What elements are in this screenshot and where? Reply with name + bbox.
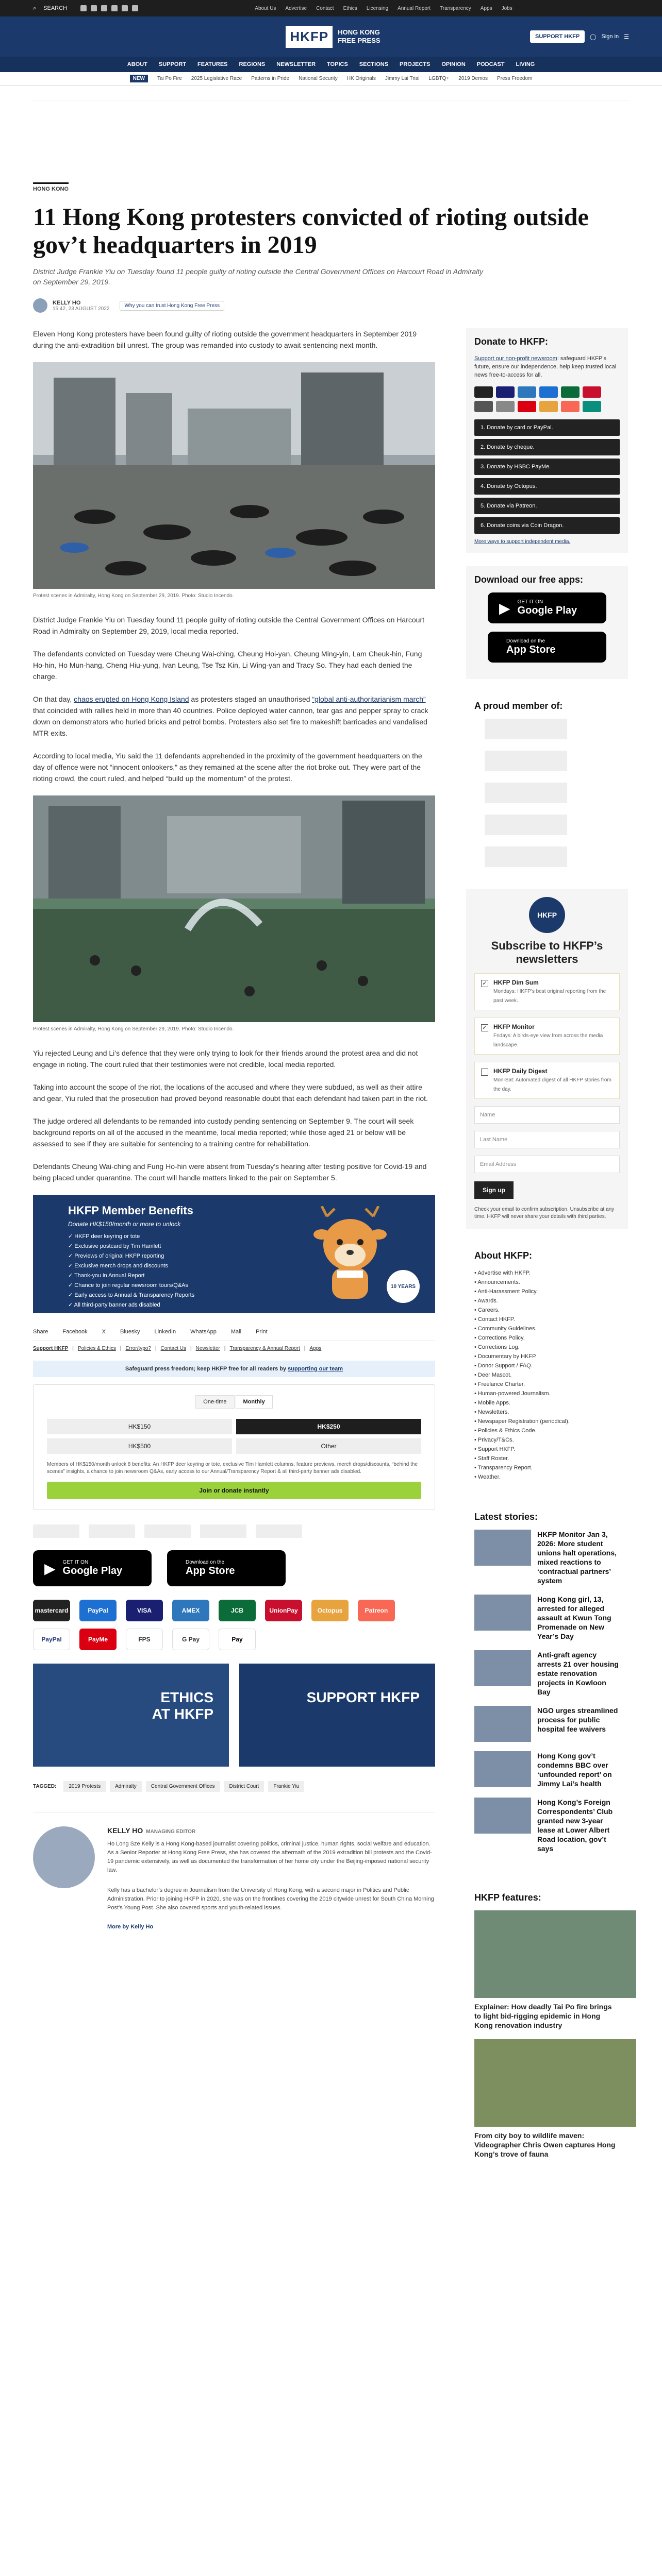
donate-option[interactable]: 3. Donate by HSBC PayMe. <box>474 459 620 475</box>
feature-story[interactable]: From city boy to wildlife maven: Videographer Chris Owen captures Hong Kong’s trove of fauna <box>474 2039 620 2159</box>
rafto-logo[interactable] <box>256 1524 302 1538</box>
sidebar <box>466 328 628 2190</box>
about-link[interactable]: • Transparency Report. <box>474 1463 620 1472</box>
amex-icon <box>518 386 536 398</box>
share-linkedin[interactable]: LinkedIn <box>154 1329 176 1335</box>
freq-monthly[interactable]: Monthly <box>236 1395 273 1409</box>
paypal-wordmark-icon[interactable]: PayPal <box>33 1629 70 1650</box>
about-link[interactable]: • Advertise with HKFP. <box>474 1268 620 1278</box>
latest-story[interactable]: Hong Kong girl, 13, arrested for alleged assault at Kwun Tong Promenade on New Year’s Day <box>474 1595 620 1641</box>
patreon-icon[interactable]: Patreon <box>358 1600 395 1621</box>
share-label: Share <box>33 1329 48 1335</box>
about-link[interactable]: • Freelance Charter. <box>474 1380 620 1389</box>
top-link[interactable]: Contact <box>316 5 334 11</box>
menu-icon[interactable]: ☰ <box>624 33 629 40</box>
promo-banners <box>33 1664 435 1767</box>
amount-option[interactable]: Other <box>236 1438 421 1454</box>
facebook-icon[interactable] <box>80 5 87 11</box>
nav-item[interactable]: PROJECTS <box>400 61 431 67</box>
donation-widget <box>33 1384 435 1510</box>
about-link[interactable]: • Donor Support / FAQ. <box>474 1361 620 1370</box>
more-by-author-link[interactable]: More by Kelly Ho <box>107 1924 154 1930</box>
instagram-icon[interactable] <box>101 5 107 11</box>
google-pay-icon[interactable]: G Pay <box>172 1629 209 1650</box>
amex-icon[interactable]: AMEX <box>172 1600 209 1621</box>
about-link[interactable]: • Careers. <box>474 1306 620 1315</box>
ticker-link[interactable]: Press Freedom <box>497 76 533 81</box>
article-body <box>33 328 435 2190</box>
google-play-button[interactable]: ▶ GET IT ON Google Play <box>488 592 606 623</box>
story-thumbnail <box>474 1650 531 1686</box>
top-bar <box>0 0 662 16</box>
frequency-toggle <box>47 1395 421 1409</box>
nav-item[interactable]: TOPICS <box>327 61 348 67</box>
apple-pay-icon[interactable]: Pay <box>219 1629 256 1650</box>
unionpay-icon <box>583 386 601 398</box>
nonprofit-link[interactable]: Support our non-profit newsroom <box>474 355 557 362</box>
paragraph: According to local media, Yiu said the 11 defendants apprehended in the proximity of the government headquarters on the day of offence were not “innocent onlookers,” as they remained at the scene after the riot broke out. They were part of the rioting crowd, the court ruled, and helped “build up the momentum” of the protest. <box>33 752 422 783</box>
newsletter-note: Check your email to confirm subscription. Unsubscribe at any time. HKFP will never share your details with third parties. <box>474 1207 615 1219</box>
footer-link[interactable]: Error/typo? <box>125 1346 151 1351</box>
octopus-icon <box>539 401 558 412</box>
author-photo[interactable] <box>33 1826 95 1888</box>
about-link[interactable]: • Deer Mascot. <box>474 1370 620 1380</box>
app-store-row <box>33 1550 435 1586</box>
author-box <box>33 1812 435 1930</box>
latest-story[interactable]: NGO urges streamlined process for public hospital fee waivers <box>474 1706 620 1742</box>
tag[interactable]: 2019 Protests <box>63 1781 106 1792</box>
top-link[interactable]: Licensing <box>366 5 389 11</box>
feature-image <box>474 2039 636 2127</box>
trust-link[interactable]: Why you can trust Hong Kong Free Press <box>120 301 224 311</box>
ticker-link[interactable]: 2025 Legislative Race <box>191 76 242 81</box>
about-link[interactable]: • Staff Roster. <box>474 1454 620 1463</box>
sopa-logo[interactable] <box>485 783 567 803</box>
payme-icon <box>518 401 536 412</box>
mastercard-icon[interactable]: mastercard <box>33 1600 70 1621</box>
about-link[interactable]: • Community Guidelines. <box>474 1324 620 1333</box>
about-link[interactable]: • Anti-Harassment Policy. <box>474 1287 620 1296</box>
top-link[interactable]: Annual Report <box>398 5 431 11</box>
checkbox[interactable]: ✓ <box>481 980 488 987</box>
unionpay-icon[interactable]: UnionPay <box>265 1600 302 1621</box>
donate-button[interactable]: Join or donate instantly <box>47 1482 421 1499</box>
telegram-icon[interactable] <box>122 5 128 11</box>
site-logo[interactable]: HKFP HONG KONG FREE PRESS <box>286 26 380 48</box>
nav-item[interactable]: NEWSLETTER <box>276 61 316 67</box>
about-link[interactable]: • Newsletters. <box>474 1408 620 1417</box>
benefits-subheading: Donate HK$150/month or more to unlock <box>68 1221 181 1228</box>
google-play-button[interactable]: ▶ GET IT ON Google Play <box>33 1550 152 1586</box>
latest-story[interactable]: Hong Kong gov’t condemns BBC over ‘unfounded report’ on Jimmy Lai’s health <box>474 1751 620 1788</box>
donate-option[interactable]: 2. Donate by cheque. <box>474 439 620 455</box>
share-print[interactable]: Print <box>256 1329 268 1335</box>
last-name-field[interactable]: Last Name <box>474 1131 620 1148</box>
newsletter-panel <box>466 889 628 1229</box>
benefits-heading: HKFP Member Benefits <box>68 1204 193 1217</box>
latest-stories-panel <box>466 1503 628 1871</box>
story-thumbnail <box>474 1595 531 1631</box>
jcb-icon[interactable]: JCB <box>219 1600 256 1621</box>
paragraph: Defendants Cheung Wai-ching and Fung Ho-hin were absent from Tuesday’s hearing after testing positive for Covid-19 and being placed under quarantine. The court will handle matters linked to the pair on September 5. <box>33 1162 427 1182</box>
support-banner[interactable]: SUPPORT HKFP <box>239 1664 435 1767</box>
membership-logos <box>474 719 620 867</box>
top-link[interactable]: Jobs <box>501 5 512 11</box>
visa-icon <box>496 386 515 398</box>
top-link[interactable]: Ethics <box>343 5 357 11</box>
checkbox[interactable] <box>481 1069 488 1076</box>
ipi-logo[interactable] <box>485 815 567 835</box>
nav-item[interactable]: SECTIONS <box>359 61 389 67</box>
top-link[interactable]: Advertise <box>285 5 307 11</box>
ticker-link[interactable]: HK Originals <box>346 76 376 81</box>
about-link[interactable]: • Support HKFP. <box>474 1445 620 1454</box>
paragraph: The judge ordered all defendants to be remanded into custody pending sentencing on September 9. The court will seek background reports on all of the accused in the meantime, local media reported; while those aged 21 or below will be assessed to see if they are suitable for sentencing to a training centre for rehabilitation. <box>33 1117 414 1148</box>
story-thumbnail <box>474 1706 531 1742</box>
donate-option[interactable]: 6. Donate coins via Coin Dragon. <box>474 517 620 534</box>
nav-item[interactable]: ABOUT <box>127 61 147 67</box>
nav-item[interactable]: PODCAST <box>476 61 505 67</box>
top-link[interactable]: About Us <box>255 5 276 11</box>
patreon-icon <box>561 401 580 412</box>
trust-project-logo[interactable] <box>33 1524 79 1538</box>
author-role: MANAGING EDITOR <box>146 1829 196 1835</box>
tag[interactable]: Admiralty <box>110 1781 142 1792</box>
footer-link[interactable]: Support HKFP <box>33 1346 69 1351</box>
member-benefits-banner[interactable] <box>33 1195 435 1313</box>
ad-space <box>33 100 629 177</box>
trust-logos-row <box>33 1524 435 1538</box>
article-tags <box>33 1781 435 1792</box>
payme-icon[interactable]: PayMe <box>79 1629 117 1650</box>
google-play-icon: ▶ <box>499 600 510 616</box>
ipi-logo[interactable] <box>200 1524 246 1538</box>
latest-story[interactable]: HKFP Monitor Jan 3, 2026: More student unions halt operations, mixed reactions to ‘contractual partners’ system <box>474 1530 620 1585</box>
anniversary-badge: 10 YEARS <box>387 1270 420 1303</box>
author-box-name[interactable]: KELLY HO <box>107 1826 143 1835</box>
email-field[interactable]: Email Address <box>474 1156 620 1173</box>
newsletter-option[interactable]: HKFP Daily Digest Mon-Sat: Automated digest of all HKFP stories from the day. <box>474 1062 620 1099</box>
nav-item[interactable]: LIVING <box>516 61 535 67</box>
youtube-icon[interactable] <box>111 5 118 11</box>
newsletter-option[interactable]: ✓ HKFP Dim Sum Mondays: HKFP’s best original reporting from the past week. <box>474 973 620 1010</box>
sopa-logo[interactable] <box>144 1524 191 1538</box>
paragraph: District Judge Frankie Yiu on Tuesday found 11 people guilty of rioting outside the Central Government Offices on Harcourt Road in Admiralty on September 29, 2019, local media reported. <box>33 616 425 635</box>
protest-photo-2[interactable] <box>33 795 435 1022</box>
tag[interactable]: Frankie Yiu <box>268 1781 304 1792</box>
main-nav <box>0 57 662 72</box>
safeguard-banner: Safeguard press freedom; keep HKFP free for all readers by supporting our team <box>33 1361 435 1377</box>
visa-icon[interactable]: VISA <box>126 1600 163 1621</box>
about-link[interactable]: • Corrections Policy. <box>474 1333 620 1343</box>
footer-link[interactable]: Apps <box>309 1346 322 1351</box>
donate-option[interactable]: 1. Donate by card or PayPal. <box>474 419 620 436</box>
byline <box>33 298 629 313</box>
donation-note: Members of HK$150/month unlock 8 benefits: An HKFP deer keyring or tote, exclusive Tim Hamlett columns, feature previews, merch drops/discounts, “behind the scenes” insights, a chance to join newsroom Q&As, early access to our Annual/Transparency Report & all third-party banner ads disabled. <box>47 1462 418 1475</box>
features-panel <box>466 1884 628 2176</box>
about-links <box>474 1268 620 1482</box>
footer-link[interactable]: Transparency & Annual Report <box>229 1346 300 1351</box>
user-icon[interactable]: ◯ <box>590 33 597 40</box>
payment-methods <box>33 1600 435 1650</box>
footer-link[interactable]: Contact Us <box>160 1346 187 1351</box>
share-facebook[interactable]: Facebook <box>62 1329 88 1335</box>
about-link[interactable]: • Human-powered Journalism. <box>474 1389 620 1398</box>
photo-caption: Protest scenes in Admiralty, Hong Kong on September 29, 2019. Photo: Studio Incendo. <box>33 1026 234 1032</box>
checkbox[interactable]: ✓ <box>481 1024 488 1031</box>
google-pay-icon <box>496 401 515 412</box>
proud-heading: A proud member of: <box>474 701 563 711</box>
about-link[interactable]: • Newspaper Registration (periodical). <box>474 1417 620 1426</box>
deer-mascot-icon <box>306 1206 394 1304</box>
nav-item[interactable]: SUPPORT <box>158 61 187 67</box>
nav-item[interactable]: FEATURES <box>197 61 228 67</box>
trust-project-logo[interactable] <box>485 719 567 739</box>
fps-icon[interactable]: FPS <box>126 1629 163 1650</box>
jti-logo[interactable] <box>89 1524 135 1538</box>
name-field[interactable]: Name <box>474 1106 620 1124</box>
signin-link[interactable]: Sign in <box>601 33 619 40</box>
octopus-icon[interactable]: Octopus <box>311 1600 349 1621</box>
inline-link[interactable]: chaos erupted on Hong Kong Island <box>74 695 189 703</box>
paragraph: On that day, chaos erupted on Hong Kong Island as protesters staged an unauthorised “global anti-authoritarianism march” that coincided with rallies held in more than 40 countries. Police deployed water cannon, tear gas and pepper spray to crack down on demonstrators who hurled bricks and petrol bombs. Protesters also set fire to makeshift barricades and vandalised MTR exits. <box>33 695 428 737</box>
share-bluesky[interactable]: Bluesky <box>120 1329 140 1335</box>
apps-heading: Download our free apps: <box>474 574 584 585</box>
nav-item[interactable]: REGIONS <box>239 61 266 67</box>
benefits-list: ✓ HKFP deer keyring or tote ✓ Exclusive postcard by Tim Hamlett ✓ Previews of original HKFP reporting ✓ Exclusive merch drops and discounts ✓ Thank-you in Annual Report ✓ Chance to join regular newsroom tours/Q&As ✓ Early access to Annual & Transparency Reports ✓ All third-party banner ads disabled <box>68 1232 194 1310</box>
ticker-link[interactable]: National Security <box>299 76 338 81</box>
article-kicker[interactable]: HONG KONG <box>33 182 69 192</box>
story-thumbnail <box>474 1530 531 1566</box>
ticker-link[interactable]: Tai Po Fire <box>157 76 182 81</box>
mastercard-icon <box>474 386 493 398</box>
x-icon[interactable] <box>91 5 97 11</box>
nav-item[interactable]: OPINION <box>441 61 466 67</box>
author-avatar[interactable] <box>33 298 47 313</box>
share-mail[interactable]: Mail <box>230 1329 242 1335</box>
apps-panel <box>466 566 628 679</box>
more-ways-link[interactable]: More ways to support independent media. <box>474 539 571 545</box>
payment-icons <box>474 386 620 412</box>
about-heading: About HKFP: <box>474 1250 532 1261</box>
jcb-icon <box>561 386 580 398</box>
ticker-link[interactable]: Jimmy Lai Trial <box>385 76 420 81</box>
tag[interactable]: Central Government Offices <box>146 1781 220 1792</box>
ticker-link[interactable]: 2019 Demos <box>458 76 488 81</box>
share-bar <box>33 1324 435 1341</box>
donate-panel: Donate to HKFP: Support our non-profit newsroom: safeguard HKFP’s future, ensure our independence, help keep trusted local news free-to-access for all. 1. Donate by card or PayPal. 2. Donate by cheque. 3. Donate by HSBC PayMe. 4. Donate by Octopus. 5. Donate via Patreon. 6. Donate coins via Coin Dragon. More ways to support independent media. <box>466 328 628 553</box>
about-link[interactable]: • Awards. <box>474 1296 620 1306</box>
freq-one-time[interactable]: One-time <box>195 1395 234 1409</box>
ethics-banner[interactable]: ETHICS AT HKFP <box>33 1664 229 1767</box>
tags-label: TAGGED: <box>33 1784 57 1789</box>
paragraph: The defendants convicted on Tuesday were Cheung Wai-ching, Cheung Hoi-yan, Cheung Ming-yin, Lam Cheuk-hin, Fung Ho-hin, Ho Mun-hang, Cheng Hiu-yung, Ivan Leung, Tse Tsz Kin, Li Wing-yan and Tracy So. They had each denied the charge. <box>33 650 422 681</box>
amount-option[interactable]: HK$500 <box>47 1438 232 1454</box>
search-link[interactable]: SEARCH <box>43 5 68 11</box>
story-thumbnail <box>474 1798 531 1834</box>
author-bio: Ho Long Sze Kelly is a Hong Kong-based journalist covering politics, criminal justice, human rights, social welfare and education. As a Senior Reporter at Hong Kong Free Press, she has covered the aftermath of the 2019 extradition bill protests and the Covid-19 pandemic extensively, as well as documented the transformation of her home city under the Beijing-imposed national security law. <box>107 1841 432 1873</box>
fps-icon <box>583 401 601 412</box>
latest-story[interactable]: Hong Kong’s Foreign Correspondents’ Club granted new 3-year lease at Lower Albert Road location, gov’t says <box>474 1798 620 1853</box>
features-heading: HKFP features: <box>474 1892 541 1903</box>
amount-options <box>47 1419 421 1454</box>
jti-logo[interactable] <box>485 751 567 771</box>
apple-pay-icon <box>474 401 493 412</box>
latest-heading: Latest stories: <box>474 1512 538 1522</box>
latest-story[interactable]: Anti-graft agency arrests 21 over housing estate renovation projects in Kowloon Bay <box>474 1650 620 1697</box>
paypal-icon <box>539 386 558 398</box>
brand-bar <box>0 16 662 57</box>
hkfp-logo: HKFP <box>529 897 565 933</box>
author-name[interactable]: KELLY HO <box>53 299 81 306</box>
app-store-button[interactable]: Download on the App Store <box>488 632 606 663</box>
support-team-link[interactable]: supporting our team <box>288 1366 343 1372</box>
about-link[interactable]: • Privacy/T&Cs. <box>474 1435 620 1445</box>
amount-option[interactable]: HK$150 <box>47 1419 232 1434</box>
publish-date: 15:42, 23 AUGUST 2022 <box>53 306 110 312</box>
ticker-link[interactable]: LGBTQ+ <box>428 76 450 81</box>
about-link[interactable]: • Corrections Log. <box>474 1343 620 1352</box>
protest-photo-1[interactable] <box>33 362 435 589</box>
about-panel <box>466 1242 628 1490</box>
photo-caption: Protest scenes in Admiralty, Hong Kong on September 29, 2019. Photo: Studio Incendo. <box>33 593 234 599</box>
search-icon[interactable]: ⌕ <box>33 5 37 11</box>
donate-option[interactable]: 5. Donate via Patreon. <box>474 498 620 514</box>
top-link[interactable]: Apps <box>480 5 492 11</box>
article-subtitle: District Judge Frankie Yiu on Tuesday found 11 people guilty of rioting outside the Central Government Offices on Harcourt Road in Admiralty on September 29, 2019. <box>33 267 484 286</box>
footer-link[interactable]: Newsletter <box>195 1346 220 1351</box>
rafto-logo[interactable] <box>485 846 567 867</box>
article-title: 11 Hong Kong protesters convicted of rioting outside gov’t headquarters in 2019 <box>33 204 589 259</box>
share-x[interactable]: X <box>102 1329 106 1335</box>
paragraph: Taking into account the scope of the riot, the locations of the accused and where they were subdued, as well as their attire and gear, Yiu ruled that the prosecution had proved beyond reasonable doubt that each defendant had taken part in the riot. <box>33 1083 428 1103</box>
paragraph: Yiu rejected Leung and Li’s defence that they were only trying to look for their friends around the protest area and did not engage in rioting. The court ruled that their testimonies were not credible, local media reported. <box>33 1049 418 1069</box>
social-icons <box>80 5 138 11</box>
author-bio: Kelly has a bachelor’s degree in Journalism from the University of Hong Kong, with a second major in Politics and Public Administration. Prior to joining HKFP in 2020, she was on the frontlines covering the 2019 citywide unrest for South China Morning Post’s Young Post. She also covered sports and youth-related issues. <box>107 1887 434 1911</box>
paragraph: Eleven Hong Kong protesters have been found guilty of rioting outside the government headquarters in September 2019 during the anti-extradition bill unrest. The group was remanded into custody to await sentencing next month. <box>33 330 417 349</box>
about-link[interactable]: • Contact HKFP. <box>474 1315 620 1324</box>
threads-icon[interactable] <box>132 5 138 11</box>
tag[interactable]: District Court <box>224 1781 264 1792</box>
top-link[interactable]: Transparency <box>440 5 471 11</box>
newsletter-heading: Subscribe to HKFP’s newsletters <box>491 939 603 965</box>
about-link[interactable]: • Mobile Apps. <box>474 1398 620 1408</box>
about-link[interactable]: • Documentary by HKFP. <box>474 1352 620 1361</box>
about-link[interactable]: • Weather. <box>474 1472 620 1482</box>
about-link[interactable]: • Announcements. <box>474 1278 620 1287</box>
footer-link[interactable]: Policies & Ethics <box>77 1346 116 1351</box>
share-whatsapp[interactable]: WhatsApp <box>190 1329 217 1335</box>
signup-button[interactable]: Sign up <box>474 1181 514 1199</box>
ticker-bar <box>0 72 662 86</box>
feature-story[interactable]: Explainer: How deadly Tai Po fire brings to light bid-rigging epidemic in Hong Kong renovation industry <box>474 1910 620 2030</box>
story-thumbnail <box>474 1751 531 1787</box>
amount-option[interactable]: HK$250 <box>236 1419 421 1434</box>
support-button[interactable]: SUPPORT HKFP <box>530 30 585 43</box>
membership-panel <box>466 692 628 875</box>
article-footer-links: Support HKFP | Policies & Ethics | Error/typo? | Contact Us | Newsletter | Transparency & Annual Report | Apps <box>33 1346 322 1351</box>
about-link[interactable]: • Policies & Ethics Code. <box>474 1426 620 1435</box>
app-store-button[interactable]: Download on the App Store <box>167 1550 286 1586</box>
paypal-icon[interactable]: PayPal <box>79 1600 117 1621</box>
donate-option[interactable]: 4. Donate by Octopus. <box>474 478 620 495</box>
feature-image <box>474 1910 636 1998</box>
ticker-link[interactable]: Patterns in Pride <box>251 76 290 81</box>
inline-link[interactable]: “global anti-authoritarianism march” <box>312 695 426 703</box>
new-badge: NEW <box>130 75 148 82</box>
donate-heading: Donate to HKFP: <box>474 336 548 347</box>
google-play-icon: ▶ <box>44 1560 56 1577</box>
newsletter-option[interactable]: ✓ HKFP Monitor Fridays: A birds-eye view from across the media landscape. <box>474 1018 620 1055</box>
